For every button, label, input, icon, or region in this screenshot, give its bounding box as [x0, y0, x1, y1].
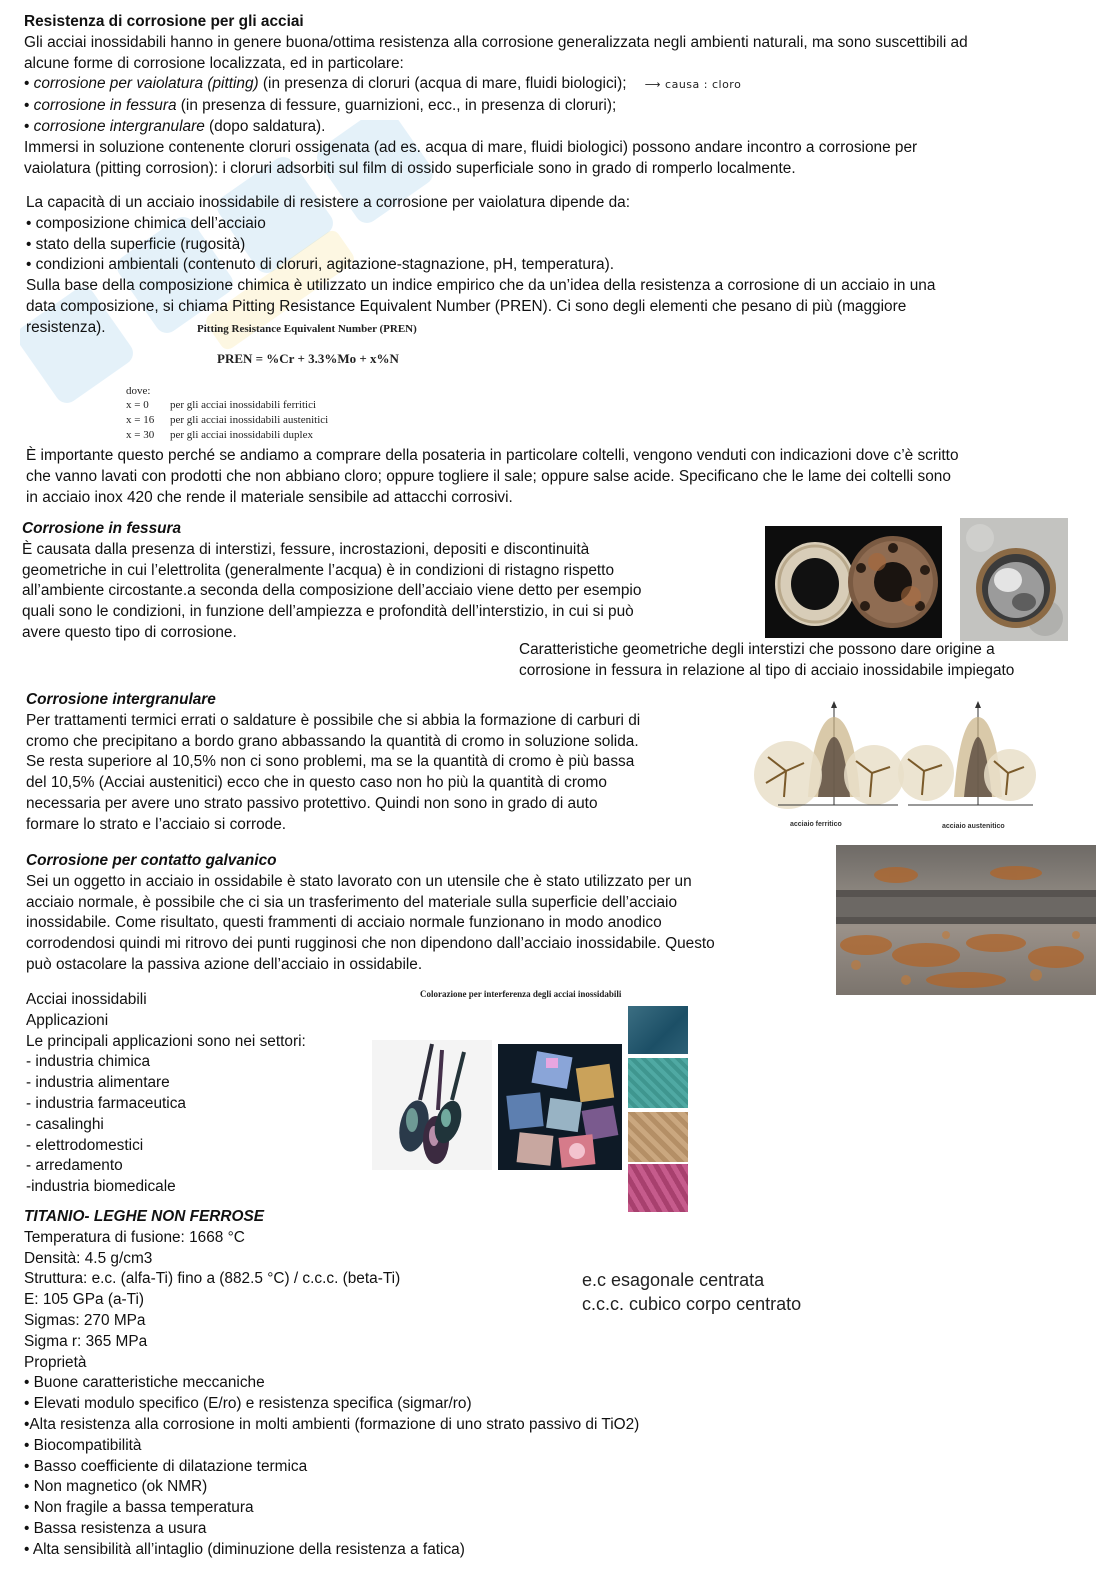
section-title: Resistenza di corrosione per gli acciai — [24, 13, 304, 30]
section-title: Corrosione intergranulare — [26, 691, 216, 708]
text-line: data composizione, si chiama Pitting Resistance Equivalent Number (PREN). Ci sono degli elementi che pesano di più (maggiore — [26, 297, 907, 315]
intergranular-diagram — [748, 697, 1038, 829]
note-line: e.c esagonale centrata — [582, 1270, 765, 1290]
crevice-figure-caption — [519, 640, 1099, 682]
photo-colored-spoons — [372, 1040, 492, 1170]
section-title: TITANIO- LEGHE NON FERROSE — [24, 1208, 264, 1225]
list-item: • Buone caratteristiche meccaniche — [24, 1374, 265, 1392]
section-corrosion-resistance — [24, 12, 1099, 179]
list-item: - elettrodomestici — [26, 1136, 144, 1154]
text-line: Sulla base della composizione chimica è utilizzato un indice empirico che da un’idea della resistenza a corrosione di un acciaio in una — [26, 277, 936, 295]
text-line: cromo che precipitano a bordo grano abbassando la quantità di cromo in soluzione solida. — [26, 732, 639, 750]
swatch-pink-pattern — [628, 1164, 688, 1212]
swatch-gold-diamond — [628, 1112, 688, 1162]
list-item: - industria farmaceutica — [26, 1094, 186, 1112]
text-line: Sei un oggetto in acciaio in ossidabile è stato lavorato con un utensile che è stato utilizzato per un — [26, 872, 692, 890]
text-line: Per trattamenti termici errati o saldature è possibile che si abbia la formazione di carburi di — [26, 711, 641, 729]
property-line: Temperatura di fusione: 1668 °C — [24, 1228, 245, 1246]
diagram-label-austenitic: acciaio austenitico — [942, 823, 1005, 829]
text-line: alcune forme di corrosione localizzata, ed in particolare: — [24, 54, 404, 72]
text-line: Applicazioni — [26, 1011, 109, 1029]
photo-rusty-weld — [836, 845, 1096, 995]
pren-formula: PREN = %Cr + 3.3%Mo + x%N — [217, 351, 399, 366]
section-title: Corrosione per contatto galvanico — [26, 852, 277, 869]
text-line: quali sono le condizioni, in funzione dell’ampiezza e profondità dell’interstizio, in cui si può — [22, 603, 634, 621]
text-line: che vanno lavati con prodotti che non abbiano cloro; oppure togliere il sale; oppure salse acide. Specificano che le lame dei coltelli sono — [26, 467, 951, 485]
titanium-side-notes — [582, 1268, 801, 1316]
text-line: vaiolatura (pitting corrosion): i cloruri adsorbiti sul film di ossido superficiale sono in grado di romperlo localmente. — [24, 159, 796, 177]
property-line: Densità: 4.5 g/cm3 — [24, 1249, 153, 1267]
pren-dove: dove: — [126, 385, 151, 397]
caption-line: corrosione in fessura in relazione al tipo di acciaio inossidabile impiegato — [519, 661, 1015, 679]
list-item: - industria alimentare — [26, 1074, 170, 1092]
photo-corroded-flanges — [765, 526, 942, 638]
text-line: del 10,5% (Acciai austenitici) ecco che in questo caso non ho più la quantità di cromo — [26, 774, 607, 792]
list-item: • condizioni ambientali (contenuto di cloruri, agitazione-stagnazione, pH, temperatura). — [26, 256, 614, 274]
text-line: Immersi in soluzione contenente cloruri ossigenata (ad es. acqua di mare, fluidi biologici) possono andare incontro a corrosione per — [24, 138, 918, 156]
bullet-pitting: • corrosione per vaiolatura (pitting) (in presenza di cloruri (acqua di mare, fluidi biologici); ⟶ causa : cloro — [24, 75, 742, 93]
property-line: E: 105 GPa (a-Ti) — [24, 1291, 145, 1309]
text-line: formare lo strato e l’acciaio si corrode. — [26, 815, 287, 833]
pren-title: Pitting Resistance Equivalent Number (PREN) — [197, 323, 417, 335]
section-galvanic-corrosion — [26, 851, 826, 976]
pren-row: x = 16 per gli acciai inossidabili austenitici — [126, 414, 329, 426]
text-line: geometriche in cui l’elettrolita (generalmente l’acqua) è in condizioni di ristagno rispetto — [22, 561, 614, 579]
text-line: inossidabile. Come risultato, questi frammenti di acciaio normale funzionano in modo anodico — [26, 914, 662, 932]
property-line: Sigma r: 365 MPa — [24, 1332, 148, 1350]
list-item: • composizione chimica dell’acciaio — [26, 214, 266, 232]
section-pitting-factors — [26, 193, 1096, 339]
section-applications — [26, 990, 366, 1198]
text-line: all’ambiente circostante.a seconda della composizione dell’acciaio viene detto per esempio — [22, 582, 642, 600]
photo-colored-tiles — [498, 1044, 622, 1170]
bullet-intergranular: • corrosione intergranulare (dopo saldatura). — [24, 117, 326, 135]
list-item: • stato della superficie (rugosità) — [26, 235, 246, 253]
list-item: - industria chimica — [26, 1053, 151, 1071]
bullet-crevice: • corrosione in fessura (in presenza di fessure, guarnizioni, ecc., in presenza di cloruri); — [24, 97, 617, 115]
property-line: Struttura: e.c. (alfa-Ti) fino a (882.5 °C) / c.c.c. (beta-Ti) — [24, 1270, 401, 1288]
text-line: Acciai inossidabili — [26, 991, 147, 1008]
list-item: • Bassa resistenza a usura — [24, 1519, 207, 1537]
text-line: avere questo tipo di corrosione. — [22, 623, 237, 641]
pren-row: x = 30 per gli acciai inossidabili duplex — [126, 429, 313, 441]
swatch-steel-blue — [628, 1006, 688, 1054]
list-item: • Elevati modulo specifico (E/ro) e resistenza specifica (sigmar/ro) — [24, 1395, 472, 1413]
swatch-teal — [628, 1058, 688, 1108]
cutlery-note — [26, 446, 1096, 508]
list-item: • Non fragile a bassa temperatura — [24, 1499, 254, 1517]
note-line: c.c.c. cubico corpo centrato — [582, 1294, 802, 1314]
text-line: Le principali applicazioni sono nei settori: — [26, 1032, 306, 1050]
interference-figure-title: Colorazione per interferenza degli acciai inossidabili — [420, 989, 622, 999]
property-line: Sigmas: 270 MPa — [24, 1311, 146, 1329]
list-item: -industria biomedicale — [26, 1178, 176, 1196]
pren-row: x = 0 per gli acciai inossidabili ferritici — [126, 399, 317, 411]
text-line: La capacità di un acciaio inossidabile di resistere a corrosione per vaiolatura dipende da: — [26, 194, 631, 211]
diagram-label-ferritic: acciaio ferritico — [790, 821, 842, 828]
list-item: - casalinghi — [26, 1115, 104, 1133]
text-line: in acciaio inox 420 che rende il materiale sensibile ad attacchi corrosivi. — [26, 488, 513, 506]
pren-table — [126, 398, 486, 443]
list-item: • Non magnetico (ok NMR) — [24, 1478, 208, 1496]
text-line: Se resta superiore al 10,5% non ci sono problemi, ma se la quantità di cromo è più bassa — [26, 753, 635, 771]
section-titanium — [24, 1207, 784, 1561]
property-heading: Proprietà — [24, 1353, 87, 1371]
text-line: acciaio normale, è possibile che ci sia un trasferimento del materiale sulla superficie dell’acciaio — [26, 893, 677, 911]
list-item: • Biocompatibilità — [24, 1436, 142, 1454]
text-line: può ostacolare la passiva azione dell’acciaio in ossidabile. — [26, 955, 423, 973]
list-item: - arredamento — [26, 1157, 123, 1175]
text-line: È causata dalla presenza di interstizi, fessure, incrostazioni, depositi e discontinuità — [22, 540, 590, 558]
list-item: •Alta resistenza alla corrosione in molti ambienti (formazione di uno strato passivo di TiO2) — [24, 1415, 640, 1433]
text-line: resistenza). — [26, 318, 106, 336]
section-intergranular-corrosion — [26, 690, 746, 836]
section-title: Corrosione in fessura — [22, 520, 182, 537]
text-line: È importante questo perché se andiamo a comprare della posateria in particolare coltelli, vengono venduti con indicazioni dove c’è scritto — [26, 447, 959, 464]
text-line: Gli acciai inossidabili hanno in genere buona/ottima resistenza alla corrosione generalizzata negli ambienti naturali, ma sono suscettibili ad — [24, 33, 968, 51]
list-item: • Basso coefficiente di dilatazione termica — [24, 1457, 308, 1475]
handwritten-note: ⟶ causa : cloro — [644, 78, 742, 92]
photo-crevice-bolt — [960, 518, 1068, 641]
text-line: necessaria per avere uno strato passivo protettivo. Quindi non sono in grado di auto — [26, 794, 598, 812]
caption-line: Caratteristiche geometriche degli interstizi che possono dare origine a — [519, 641, 995, 658]
list-item: • Alta sensibilità all’intaglio (diminuzione della resistenza a fatica) — [24, 1540, 465, 1558]
section-crevice-corrosion — [22, 519, 742, 644]
text-line: corrodendosi quindi mi ritrovo dei punti rugginosi che non dipendono dall’acciaio inossidabile. Questo — [26, 935, 715, 953]
